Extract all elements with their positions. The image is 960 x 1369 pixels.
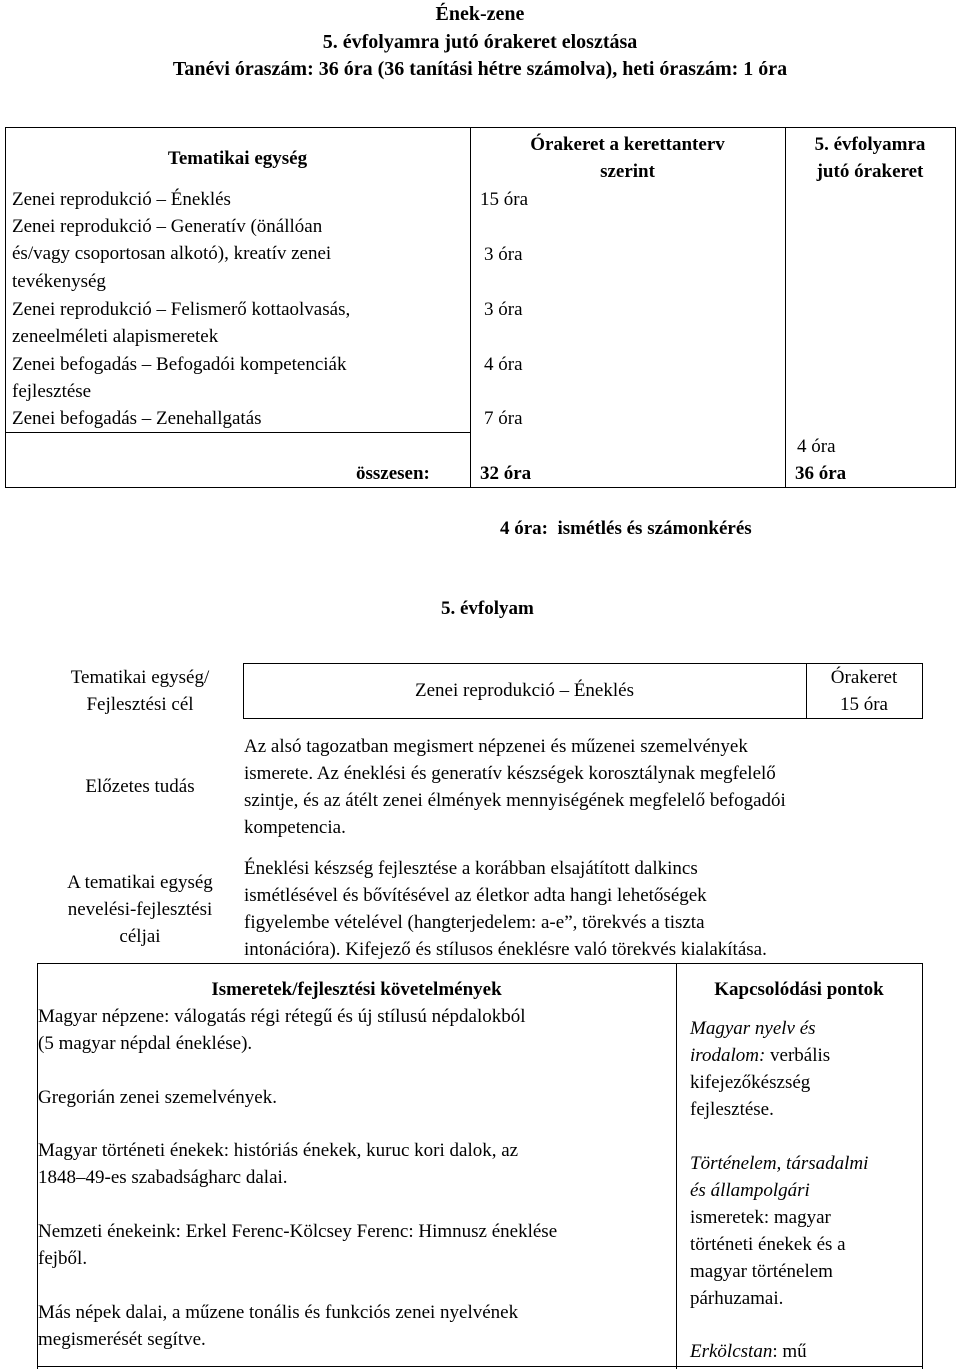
connection-text: történeti énekek és a (690, 1234, 846, 1255)
connection-subject: és állampolgári (690, 1180, 810, 1201)
requirement-item: Más népek dalai, a műzene tonális és funkciós zenei nyelvének (38, 1302, 519, 1323)
table-row-hours: 3 óra (484, 299, 523, 320)
doc-hours-summary: Tanévi óraszám: 36 óra (36 tanítási hétre számolva), heti óraszám: 1 óra (172, 58, 788, 80)
goals-label: A tematikai egység (67, 872, 213, 893)
unit-label: Fejlesztési cél (86, 694, 194, 715)
table-row-unit: Zenei reprodukció – Éneklés (12, 189, 231, 210)
requirement-item: Magyar népzene: válogatás régi rétegű és új stílusú népdalokból (38, 1006, 526, 1027)
table-row-hours: 4 óra (484, 354, 523, 375)
goals-text: Éneklési készség fejlesztése a korábban elsajátított dalkincs (244, 858, 698, 879)
hours-label: Órakeret (830, 667, 898, 688)
table-row-unit: és/vagy csoportosan alkotó), kreatív zenei (12, 243, 332, 264)
connection-subject: Erkölcstan (690, 1341, 773, 1362)
connection-text: ismeretek: magyar (690, 1207, 831, 1228)
connection-text: párhuzamai. (690, 1288, 784, 1309)
connection-subject: Történelem, társadalmi (690, 1153, 869, 1174)
connection-text: fejlesztése. (690, 1099, 774, 1120)
total-grade-hours: 36 óra (795, 463, 847, 484)
col-header-unit: Tematikai egység (167, 148, 308, 169)
col-header-framework-l1: Órakeret a kerettanterv (530, 134, 725, 155)
prior-knowledge-text: szintje, és az átélt zenei élmények mennyiségének megfelelő befogadói (244, 790, 786, 811)
table-row-unit: Zenei reprodukció – Generatív (önállóan (12, 216, 323, 237)
unit-label: Tematikai egység/ (70, 667, 210, 688)
table-row-unit: Zenei befogadás – Befogadói kompetenciák (12, 354, 347, 375)
connection-text: magyar történelem (690, 1261, 833, 1282)
repetition-note: 4 óra: ismétlés és számonkérés (500, 518, 752, 539)
goals-label: céljai (119, 926, 161, 947)
table-row-unit: Zenei befogadás – Zenehallgatás (12, 408, 262, 429)
total-framework-hours: 32 óra (480, 463, 532, 484)
requirement-item: (5 magyar népdal éneklése). (38, 1033, 253, 1054)
table-row-unit: zeneelméleti alapismeretek (12, 326, 219, 347)
table-row-unit: fejlesztése (12, 381, 92, 402)
requirement-item: Magyar történeti énekek: históriás énekek, kuruc kori dalok, az (38, 1140, 519, 1161)
table-row-unit: Zenei reprodukció – Felismerő kottaolvasás, (12, 299, 351, 320)
table-row-hours: 7 óra (484, 408, 523, 429)
prior-knowledge-text: kompetencia. (244, 817, 346, 838)
requirements-header: Ismeretek/fejlesztési követelmények (211, 979, 502, 1000)
col-header-framework-l2: szerint (600, 161, 655, 182)
requirement-item: 1848–49-es szabadságharc dalai. (38, 1167, 288, 1188)
connection-text (690, 1338, 807, 1365)
prior-knowledge-text: ismerete. Az éneklési és generatív készségek korosztálynak megfelelő (244, 763, 776, 784)
connection-text: kifejezőkészség (690, 1072, 811, 1093)
table-row-hours: 15 óra (480, 189, 529, 210)
goals-text: intonációra). Kifejező és stílusos éneklésre való törekvés kialakítása. (244, 939, 767, 960)
table-row-unit: tevékenység (12, 271, 106, 292)
total-label: összesen: (356, 463, 430, 484)
connection-text (690, 1042, 830, 1069)
col-header-grade-l1: 5. évfolyamra (814, 134, 926, 155)
prior-knowledge-label: Előzetes tudás (85, 776, 195, 797)
connection-subject: irodalom: (690, 1045, 766, 1066)
requirement-item: Gregorián zenei szemelvények. (38, 1087, 277, 1108)
unit-title: Zenei reprodukció – Éneklés (415, 680, 634, 701)
goals-text: ismétlésével és bővítésével az életkor adta hangi lehetőségek (244, 885, 707, 906)
requirement-item: fejből. (38, 1248, 88, 1269)
doc-title: Ének-zene (435, 3, 525, 25)
connection-subject: Magyar nyelv és (690, 1018, 816, 1039)
col-header-grade-l2: jutó órakeret (816, 161, 924, 182)
goals-label: nevelési-fejlesztési (67, 899, 213, 920)
doc-subtitle: 5. évfolyamra jutó órakeret elosztása (322, 31, 638, 53)
table-row-hours: 3 óra (484, 244, 523, 265)
goals-text: figyelembe vételével (hangterjedelem: a-e”, törekvés a tiszta (244, 912, 705, 933)
requirement-item: Nemzeti énekeink: Erkel Ferenc-Kölcsey Ferenc: Himnusz éneklése (38, 1221, 558, 1242)
connection-text: : mű (772, 1341, 807, 1362)
hours-value: 15 óra (839, 694, 888, 715)
connection-text: verbális (765, 1045, 831, 1066)
requirement-item: megismerését segítve. (38, 1329, 206, 1350)
grade-title: 5. évfolyam (441, 598, 534, 619)
repetition-hours: 4 óra (797, 436, 836, 457)
prior-knowledge-text: Az alsó tagozatban megismert népzenei és műzenei szemelvények (244, 736, 748, 757)
connections-header: Kapcsolódási pontok (714, 979, 884, 1000)
